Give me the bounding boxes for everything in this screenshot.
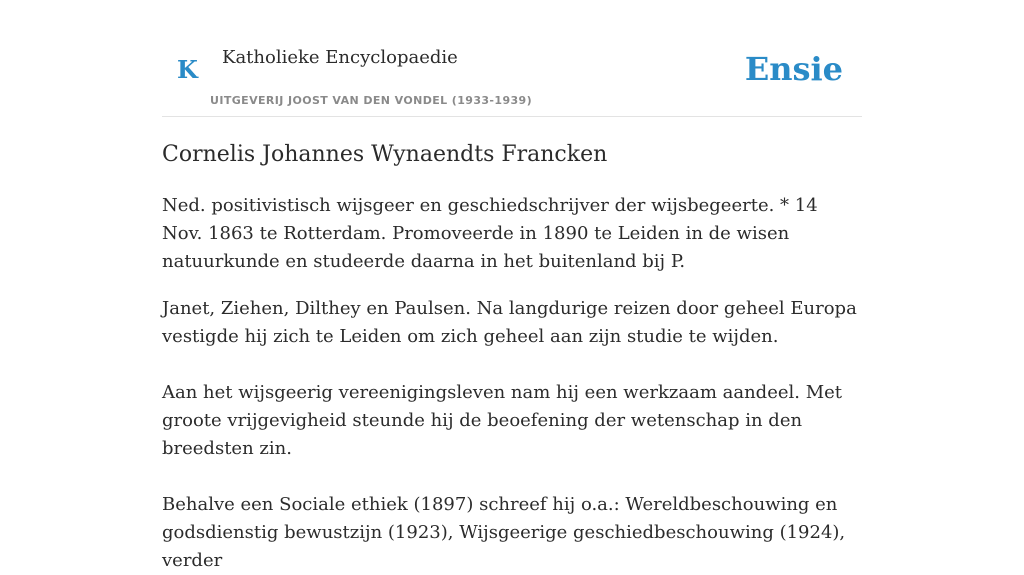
site-logo[interactable]: K [177,55,198,84]
article-paragraph: Janet, Ziehen, Dilthey en Paulsen. Na langdurige reizen door geheel Europa vestigde hij zich te Leiden om zich geheel aan zijn studie te wijden. [162,298,857,347]
brand-logo-link[interactable]: Ensie [744,50,843,88]
article-paragraph: Ned. positivistisch wijsgeer en geschiedschrijver der wijsbegeerte. * 14 Nov. 1863 te Rotterdam. Promoveerde in 1890 te Leiden in de wisen natuurkunde en studeerde daarna in het buitenland bij P. [162,195,818,272]
article-content [162,138,862,575]
article-paragraph: Aan het wijsgeerig vereenigingsleven nam hij een werkzaam aandeel. Met groote vrijgevigheid steunde hij de beoefening der wetenschap in den breedsten zin. [162,382,843,459]
publisher-subtitle: UITGEVERIJ JOOST VAN DEN VONDEL (1933-1939) [210,94,533,107]
site-header [162,0,862,117]
article-paragraph: Behalve een Sociale ethiek (1897) schreef hij o.a.: Wereldbeschouwing en godsdienstig bewustzijn (1923), Wijsgeerige geschiedbeschouwing (1924), verder [162,494,846,571]
article-title: Cornelis Johannes Wynaendts Francken [162,142,608,167]
site-title-link[interactable]: Katholieke Encyclopaedie [222,47,458,68]
